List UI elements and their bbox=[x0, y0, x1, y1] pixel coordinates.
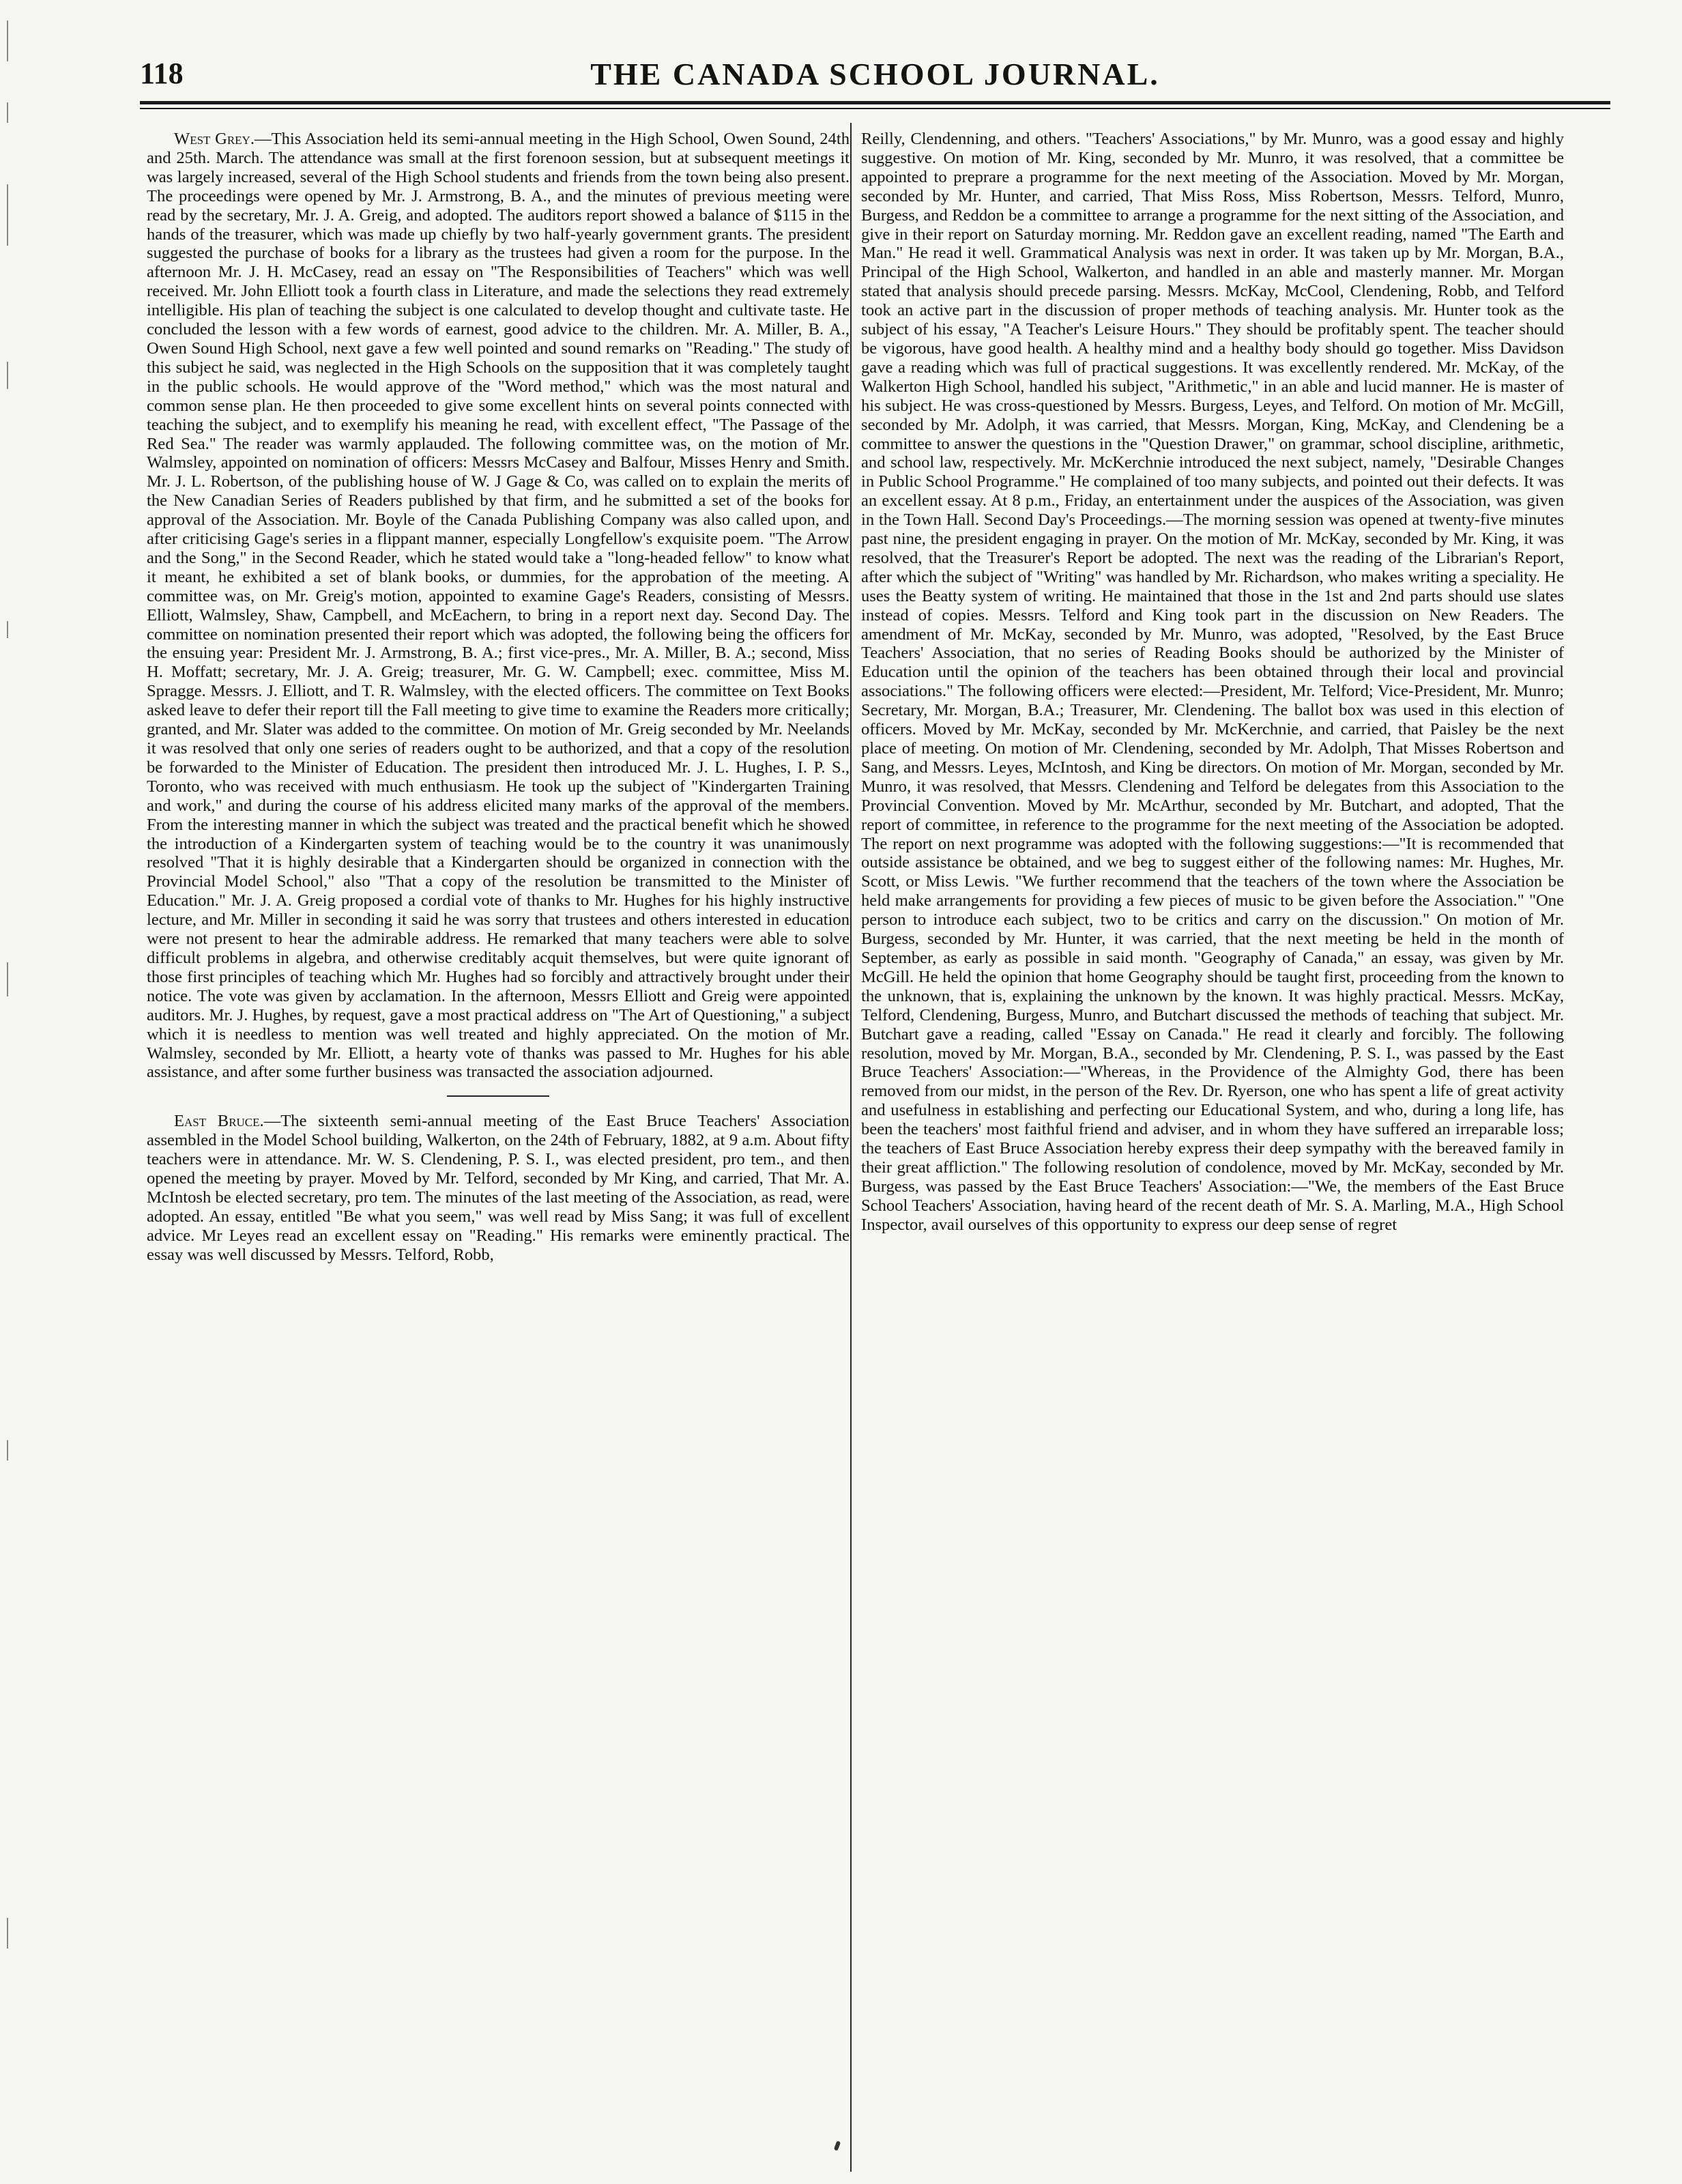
east-bruce-continued: Reilly, Clendenning, and others. "Teachers' Associations," by Mr. Munro, was a good essay and highly suggestive. On motion of Mr. King, seconded by Mr. Munro, it was resolved, that a committee be appointed to preprare a programme for the next meeting of the Association. Moved by Mr. Morgan, seconded by Mr. Hunter, and carried, That Miss Ross, Miss Robertson, Messrs. Telford, Munro, Burgess, and Reddon be a committee to arrange a programme for the next sitting of the Association, and give in their report on Saturday morning. Mr. Reddon gave an excellent reading, named "The Earth and Man." He read it well. Grammatical Analysis was next in order. It was taken up by Mr. Morgan, B.A., Principal of the High School, Walkerton, and handled in an able and masterly manner. Mr. Morgan stated that analysis should precede parsing. Messrs. McKay, McCool, Clendening, Robb, and Telford took an active part in the discussion of proper methods of teaching analysis. Mr. Hunter took as the subject of his essay, "A Teacher's Leisure Hours." They should be profitably spent. The teacher should be vigorous, have good health. A healthy mind and a healthy body should go together. Miss Davidson gave a reading which was full of practical suggestions. It was excellently rendered. Mr. McKay, of the Walkerton High School, handled his subject, "Arithmetic," in an able and lucid manner. He is master of his subject. He was cross-questioned by Messrs. Burgess, Leyes, and Telford. On motion of Mr. McGill, seconded by Mr. Adolph, it was carried, that Messrs. Morgan, King, McKay, and Clendening be a committee to answer the questions in the "Question Drawer," on grammar, school discipline, arithmetic, and school law, respectively. Mr. McKerchnie introduced the next subject, namely, "Desirable Changes in Public School Programme." He complained of too many subjects, and pointed out their defects. It was an excellent essay. At 8 p.m., Friday, an entertainment under the auspices of the Association, was given in the Town Hall. Second Day's Proceedings.—The morning session was opened at twenty-five minutes past nine, the president engaging in prayer. On the motion of Mr. McKay, seconded by Mr. King, it was resolved, that the Treasurer's Report be adopted. The next was the reading of the Librarian's Report, after which the subject of "Writing" was handled by Mr. Richardson, who makes writing a speciality. He uses the Beatty system of writing. He maintained that those in the 1st and 2nd parts should use slates instead of copies. Messrs. Telford and King took part in the discussion on New Readers. The amendment of Mr. McKay, seconded by Mr. Munro, was adopted, "Resolved, by the East Bruce Teachers' Association, that no series of Reading Books should be authorized by the Minister of Education until the opinion of the teachers has been obtained through their local and provincial associations." The following officers were elected:—President, Mr. Telford; Vice-President, Mr. Munro; Secretary, Mr. Morgan, B.A.; Treasurer, Mr. Clendening. The ballot box was used in this election of officers. Moved by Mr. McKay, seconded by Mr. McKerchnie, and carried, that Paisley be the next place of meeting. On motion of Mr. Clendening, seconded by Mr. Adolph, That Misses Robertson and Sang, and Messrs. Leyes, McIntosh, and King be directors. On motion of Mr. Morgan, seconded by Mr. Munro, it was resolved, that Messrs. Clendening and Telford be delegates from this Association to the Provincial Convention. Moved by Mr. McArthur, seconded by Mr. Butchart, and adopted, That the report of committee, in reference to the programme for the next meeting of the Association be adopted. The report on next programme was adopted with the following suggestions:—"It is recommended that outside assistance be obtained, and we beg to suggest either of the following names: Mr. Hughes, Mr. Scott, or Miss Lewis. "We further recommend that the teachers of the town where the Association be held make arrangements for providing a few pieces of music to be given before the Association." "One person to introduce each subject, two to be critics and carry on the discussion." On motion of Mr. Burgess, seconded by Mr. Hunter, it was carried, that the next meeting be held in the month of September, as early as possible in said month. "Geography of Canada," an essay, was given by Mr. McGill. He held the opinion that home Geography should be taught first, proceeding from the known to the unknown, that is, explaining the unknown by the known. It was highly practical. Messrs. McKay, Telford, Clendening, Burgess, Munro, and Butchart discussed the methods of teaching that subject. Mr. Butchart gave a reading, called "Essay on Canada." He read it clearly and forcibly. The following resolution, moved by Mr. Morgan, B.A., seconded by Mr. Clendening, P. S. I., was passed by the East Bruce Teachers' Association:—"Whereas, in the Providence of the Almighty God, there has been removed from our midst, in the person of the Rev. Dr. Ryerson, one who has spent a life of great activity and usefulness in establishing and perfecting our Educational System, and who, during a long life, has been the teachers' most faithful friend and adviser, and in whom they have suffered an irreparable loss; the teachers of East Bruce Association hereby express their deep sympathy with the bereaved family in their great affliction." The following resolution of condolence, moved by Mr. McKay, seconded by Mr. Burgess, was passed by the East Bruce Teachers' Association:—"We, the members of the East Bruce School Teachers' Association, having heard of the recent death of Mr. S. A. Marling, M.A., High School Inspector, avail ourselves of this opportunity to express our deep sense of regret bbox=[861, 130, 1564, 1234]
west-grey-heading: West Grey. bbox=[174, 130, 255, 148]
east-bruce-article bbox=[147, 1112, 850, 1264]
page-number: 118 bbox=[140, 57, 184, 90]
column-divider bbox=[850, 123, 852, 2172]
west-grey-body: —This Association held its semi-annual meeting in the High School, Owen Sound, 24th and 25th. March. The attendance was small at the first forenoon session, but at subsequent meetings it was largely increased, several of the High School students and friends from the town being also present. The proceedings were opened by Mr. J. Armstrong, B. A., and the minutes of previous meeting were read by the secretary, Mr. J. A. Greig, and adopted. The auditors report showed a balance of $115 in the hands of the treasurer, which was made up chiefly by two half-yearly government grants. The president suggested the purchase of books for a library as the trustees had given a room for the purpose. In the afternoon Mr. J. H. McCasey, read an essay on "The Responsibilities of Teachers" which was well received. Mr. John Elliott took a fourth class in Literature, and made the selections they read extremely intelligible. His plan of teaching the subject is one calculated to develop thought and cultivate taste. He concluded the lesson with a few words of earnest, good advice to the children. Mr. A. Miller, B. A., Owen Sound High School, next gave a few well pointed and sound remarks on "Reading." The study of this subject he said, was neglected in the High Schools on the supposition that it was completely taught in the public schools. He would approve of the "Word method," which was the most natural and common sense plan. He then proceeded to give some excellent hints on several points connected with teaching the subject, and to exemplify his meaning he read, with excellent effect, "The Passage of the Red Sea." The reader was warmly applauded. The following committee was, on the motion of Mr. Walmsley, appointed on nomination of officers: Messrs McCasey and Balfour, Misses Henry and Smith. Mr. J. L. Robertson, of the publishing house of W. J Gage & Co, was called on to explain the merits of the New Canadian Series of Readers published by that firm, and he submitted a set of the books for approval of the Association. Mr. Boyle of the Canada Publishing Company was also called upon, and after criticising Gage's series in a flippant manner, especially Longfellow's exquisite poem. "The Arrow and the Song," in the Second Reader, which he stated would take a "long-headed fellow" to know what it meant, he exhibited a set of blank books, or dummies, for the approbation of the meeting. A committee was, on Mr. Greig's motion, appointed to examine Gage's Readers, consisting of Messrs. Elliott, Walmsley, Shaw, Campbell, and McEachern, to bring in a report next day. Second Day. The committee on nomination presented their report which was adopted, the following being the officers for the ensuing year: President Mr. J. Armstrong, B. A.; first vice-pres., Mr. A. Miller, B. A.; second, Miss H. Moffatt; secretary, Mr. J. A. Greig; treasurer, Mr. G. W. Campbell; exec. committee, Miss M. Spragge. Messrs. J. Elliott, and T. R. Walmsley, with the elected officers. The committee on Text Books asked leave to defer their report till the Fall meeting to give time to examine the Readers more critically; granted, and Mr. Slater was added to the committee. On motion of Mr. Greig seconded by Mr. Neelands it was resolved that only one series of readers ought to be authorized, and that a copy of the resolution be forwarded to the Minister of Education. The president then introduced Mr. J. L. Hughes, I. P. S., Toronto, who was received with much enthusiasm. He took up the subject of "Kindergarten Training and work," and during the course of his address elicited many marks of the approval of the members. From the interesting manner in which the subject was treated and the practical benefit which he showed the introduction of a Kindergarten system of teaching would be to the country it was unanimously resolved "That it is highly desirable that a Kindergarten should be organized in connection with the Provincial Model School," also "That a copy of the resolution be transmitted to the Minister of Education." Mr. J. A. Greig proposed a cordial vote of thanks to Mr. Hughes for his highly instructive lecture, and Mr. Miller in seconding it said he was sorry that trustees and others interested in education were not present to hear the admirable address. He remarked that many teachers were able to solve difficult problems in algebra, and otherwise creditably acquit themselves, but were quite ignorant of those first principles of teaching which Mr. Hughes had so forcibly and attractively brought under their notice. The vote was given by acclamation. In the afternoon, Messrs Elliott and Greig were appointed auditors. Mr. J. Hughes, by request, gave a most practical address on "The Art of Questioning," a subject which it is needless to mention was well treated and highly appreciated. On the motion of Mr. Walmsley, seconded by Mr. Elliott, a hearty vote of thanks was passed to Mr. Hughes for his able assistance, and after some further business was transacted the association adjourned. bbox=[147, 130, 850, 1082]
journal-title: THE CANADA SCHOOL JOURNAL. bbox=[590, 57, 1160, 91]
east-bruce-body: —The sixteenth semi-annual meeting of the East Bruce Teachers' Association assembled in the Model School building, Walkerton, on the 24th of February, 1882, at 9 a.m. About fifty teachers were in attendance. Mr. W. S. Clendening, P. S. I., was elected president, pro tem., and then opened the meeting by prayer. Moved by Mr. Telford, seconded by Mr King, and carried, That Mr. A. McIntosh be elected secretary, pro tem. The minutes of the last meeting of the Association, as read, were adopted. An essay, entitled "Be what you seem," was well read by Miss Sang; it was full of excellent advice. Mr Leyes read an excellent essay on "Reading." His remarks were eminently practical. The essay was well discussed by Messrs. Telford, Robb, bbox=[147, 1112, 850, 1264]
scan-margin-marks bbox=[7, 7, 27, 2123]
article-separator bbox=[447, 1095, 549, 1097]
header-rule-thick bbox=[140, 101, 1610, 104]
west-grey-article bbox=[147, 130, 850, 1082]
right-column bbox=[861, 130, 1564, 2165]
header-rule-thin bbox=[140, 108, 1610, 109]
page-header bbox=[140, 56, 1610, 97]
east-bruce-heading: East Bruce. bbox=[174, 1112, 264, 1131]
left-column bbox=[147, 130, 850, 2165]
